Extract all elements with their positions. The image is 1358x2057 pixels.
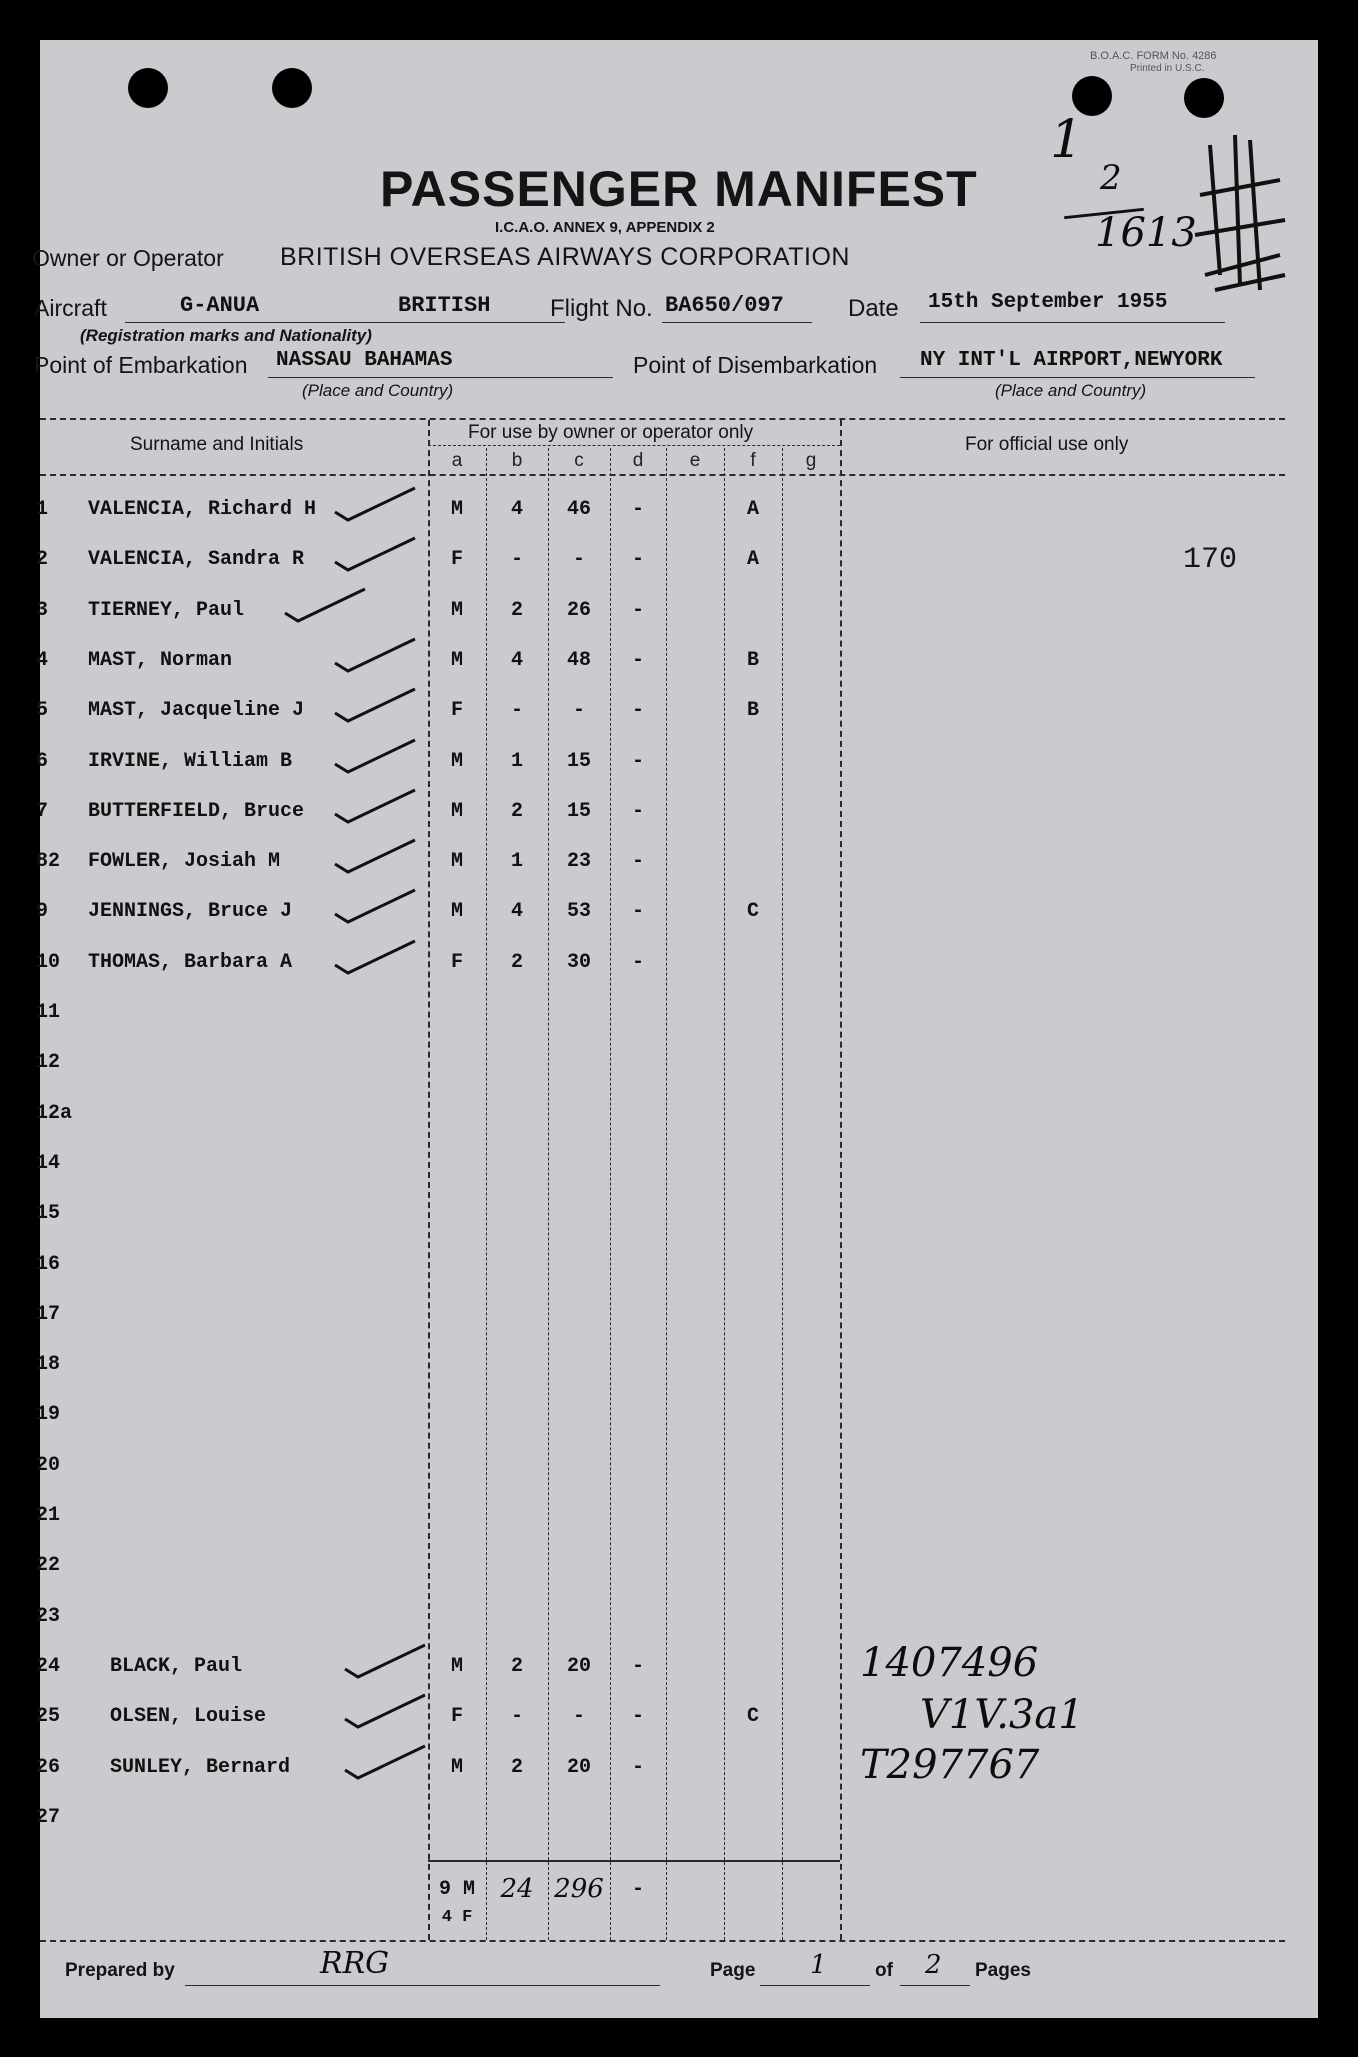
row-number: 15 [36,1202,61,1226]
row-number: 7 [36,799,49,823]
cell-b: - [510,548,523,572]
passenger-name: OLSEN, Louise [110,1705,267,1729]
column-header-d: d [632,450,644,471]
official-note-1: 1407496 [860,1640,1039,1686]
handwritten-check-icon [330,736,420,776]
row-number: 20 [36,1453,61,1477]
cell-b: 4 [510,900,523,924]
cell-d: - [631,598,644,622]
column-divider [840,420,842,1940]
cell-a: F [450,548,463,572]
total-females: 4 F [441,1908,473,1927]
column-header-b: b [511,450,523,471]
handwritten-check-icon [330,635,420,675]
cell-c: - [572,1705,585,1729]
row-number: 9 [36,900,49,924]
column-header-a: a [451,450,463,471]
passenger-name: BLACK, Paul [110,1654,243,1678]
row-number: 14 [36,1151,61,1175]
row-number: 4 [36,648,49,672]
prepared-by-label: Prepared by [65,1960,175,1981]
of-label: of [875,1960,893,1981]
row-number: 26 [36,1755,61,1779]
cell-c: - [572,548,585,572]
cell-c: 23 [566,850,591,874]
cell-c: 53 [566,900,591,924]
row-number: 18 [36,1353,61,1377]
table-bottom-rule [40,1940,1285,1942]
owner-label: Owner or Operator [32,245,224,271]
aircraft-underline [125,322,565,323]
handwritten-page-ref-top: 1 [1050,110,1084,170]
row-number: 24 [36,1654,61,1678]
cell-d: - [631,749,644,773]
cell-a: M [450,749,463,773]
handwritten-check-icon [340,1742,430,1782]
cell-a: M [450,850,463,874]
official-note-3: T297767 [860,1742,1040,1788]
flight-underline [662,322,812,323]
cell-b: 2 [510,1654,523,1678]
handwritten-page-ref-bottom: 1613 [1095,210,1197,256]
cell-a: M [450,799,463,823]
prepared-by-underline [185,1985,660,1986]
cell-b: 1 [510,850,523,874]
cell-a: M [450,498,463,521]
row-number: 25 [36,1705,61,1729]
header-bottom-rule [40,474,1285,476]
total-males: 9 M [438,1878,475,1901]
embarkation-note: (Place and Country) [302,381,454,400]
cell-a: F [450,1705,463,1729]
page-subtitle: I.C.A.O. ANNEX 9, APPENDIX 2 [495,219,715,236]
owner-value: BRITISH OVERSEAS AIRWAYS CORPORATION [280,243,850,271]
page-number: 1 [810,1950,827,1980]
embarkation-label: Point of Embarkation [34,352,248,378]
passenger-name: THOMAS, Barbara A [88,950,293,974]
row-number: 16 [36,1252,61,1276]
passenger-name: TIERNEY, Paul [88,598,245,622]
official-note-2: V1V.3a1 [920,1692,1084,1738]
official-column-header: For official use only [965,434,1129,455]
cell-d: - [631,699,644,723]
cell-d: - [631,1654,644,1678]
date-value: 15th September 1955 [928,291,1168,314]
cell-b: 2 [510,799,523,823]
cell-d: - [631,548,644,572]
cell-b: - [510,699,523,723]
cell-c: 20 [566,1654,591,1678]
punch-hole [128,68,168,108]
total-d: - [631,1878,644,1901]
row-number: 27 [36,1805,61,1829]
passenger-name: VALENCIA, Richard H [88,498,317,521]
pages-label: Pages [975,1960,1031,1981]
row-number: 11 [36,1001,61,1024]
row-number: 1 [36,498,49,521]
cell-c: 15 [566,749,591,773]
cell-d: - [631,498,644,521]
column-header-f: f [750,450,756,471]
cell-b: - [510,1705,523,1729]
date-label: Date [848,295,899,322]
cell-c: - [572,699,585,723]
page-total: 2 [925,1950,942,1980]
total-c: 296 [554,1874,604,1904]
of-underline [900,1985,970,1986]
cell-d: - [631,648,644,672]
cell-b: 1 [510,749,523,773]
handwritten-check-icon [330,685,420,725]
handwritten-check-icon [340,1691,430,1731]
row-number: 82 [36,850,61,874]
handwritten-check-icon [330,484,420,524]
passenger-name: IRVINE, William B [88,749,293,773]
cell-f: C [746,1705,759,1729]
cell-c: 26 [566,598,591,622]
row-number: 12a [36,1101,73,1125]
passenger-name: BUTTERFIELD, Bruce [88,799,305,823]
handwritten-check-icon [330,937,420,977]
row-number: 3 [36,598,49,622]
row-number: 6 [36,749,49,773]
cell-f: B [746,699,759,723]
aircraft-nationality: BRITISH [398,293,491,318]
embarkation-underline [268,377,613,378]
row-number: 2 [36,548,49,572]
aircraft-registration: G-ANUA [180,293,260,318]
row-number: 10 [36,950,61,974]
cell-a: M [450,1755,463,1779]
row-number: 22 [36,1554,61,1578]
cell-f: A [746,498,759,521]
disembarkation-value: NY INT'L AIRPORT,NEWYORK [920,349,1223,372]
disembarkation-underline [900,377,1255,378]
cell-a: M [450,1654,463,1678]
official-number: 170 [1183,543,1238,577]
cell-c: 48 [566,648,591,672]
cell-d: - [631,1755,644,1779]
handwritten-check-icon [340,1641,430,1681]
cell-f: A [746,548,759,572]
passenger-name: VALENCIA, Sandra R [88,548,305,572]
form-code: B.O.A.C. FORM No. 4286 [1090,50,1217,62]
totals-top-rule [428,1860,840,1862]
handwritten-page-ref-mid: 2 [1100,158,1122,198]
total-b: 24 [500,1874,534,1904]
cell-b: 2 [510,950,523,974]
column-header-c: c [574,450,584,471]
cell-d: - [631,799,644,823]
cell-f: B [746,648,759,672]
handwritten-scribble-mark [1190,125,1290,295]
row-number: 23 [36,1604,61,1628]
handwritten-check-icon [330,886,420,926]
cell-a: F [450,950,463,974]
operator-columns-header: For use by owner or operator only [468,422,754,443]
flight-number: BA650/097 [665,293,784,318]
cell-b: 2 [510,1755,523,1779]
punch-hole [1184,78,1224,118]
form-printed: Printed in U.S.C. [1130,63,1205,74]
column-divider [782,448,783,1940]
cell-b: 2 [510,598,523,622]
passenger-name: MAST, Norman [88,648,233,672]
row-number: 21 [36,1504,61,1527]
cell-c: 30 [566,950,591,974]
row-number: 12 [36,1051,61,1075]
passenger-name: FOWLER, Josiah M [88,850,281,874]
page-title: PASSENGER MANIFEST [380,161,978,217]
cell-d: - [631,900,644,924]
cell-a: M [450,648,463,672]
aircraft-label: Aircraft [34,295,107,321]
handwritten-check-icon [280,585,370,625]
manifest-sheet [32,40,1318,2018]
cell-b: 4 [510,498,523,521]
cell-c: 15 [566,799,591,823]
column-header-g: g [805,450,817,471]
cell-f: C [746,900,759,924]
name-column-header: Surname and Initials [130,434,304,455]
embarkation-value: NASSAU BAHAMAS [276,349,453,372]
disembarkation-note: (Place and Country) [995,381,1147,400]
cell-c: 46 [566,498,591,521]
cell-d: - [631,950,644,974]
page-underline [760,1985,870,1986]
cell-a: M [450,900,463,924]
operator-header-rule [428,445,840,446]
handwritten-check-icon [330,836,420,876]
cell-b: 4 [510,648,523,672]
prepared-by-value: RRG [320,1946,390,1981]
cell-d: - [631,1705,644,1729]
cell-c: 20 [566,1755,591,1779]
page-label: Page [710,1960,756,1981]
cell-a: M [450,598,463,622]
handwritten-check-icon [330,786,420,826]
aircraft-note: (Registration marks and Nationality) [80,326,372,345]
column-header-e: e [689,450,701,471]
row-number: 19 [36,1403,61,1427]
row-number: 17 [36,1302,61,1326]
date-underline [920,322,1225,323]
passenger-name: JENNINGS, Bruce J [88,900,293,924]
punch-hole [272,68,312,108]
passenger-name: MAST, Jacqueline J [88,699,305,723]
handwritten-check-icon [330,534,420,574]
flight-label: Flight No. [550,295,653,322]
disembarkation-label: Point of Disembarkation [633,352,878,378]
column-divider [666,448,667,1940]
passenger-name: SUNLEY, Bernard [110,1755,291,1779]
row-number: 5 [36,699,49,723]
cell-d: - [631,850,644,874]
table-top-rule [40,418,1285,420]
cell-a: F [450,699,463,723]
